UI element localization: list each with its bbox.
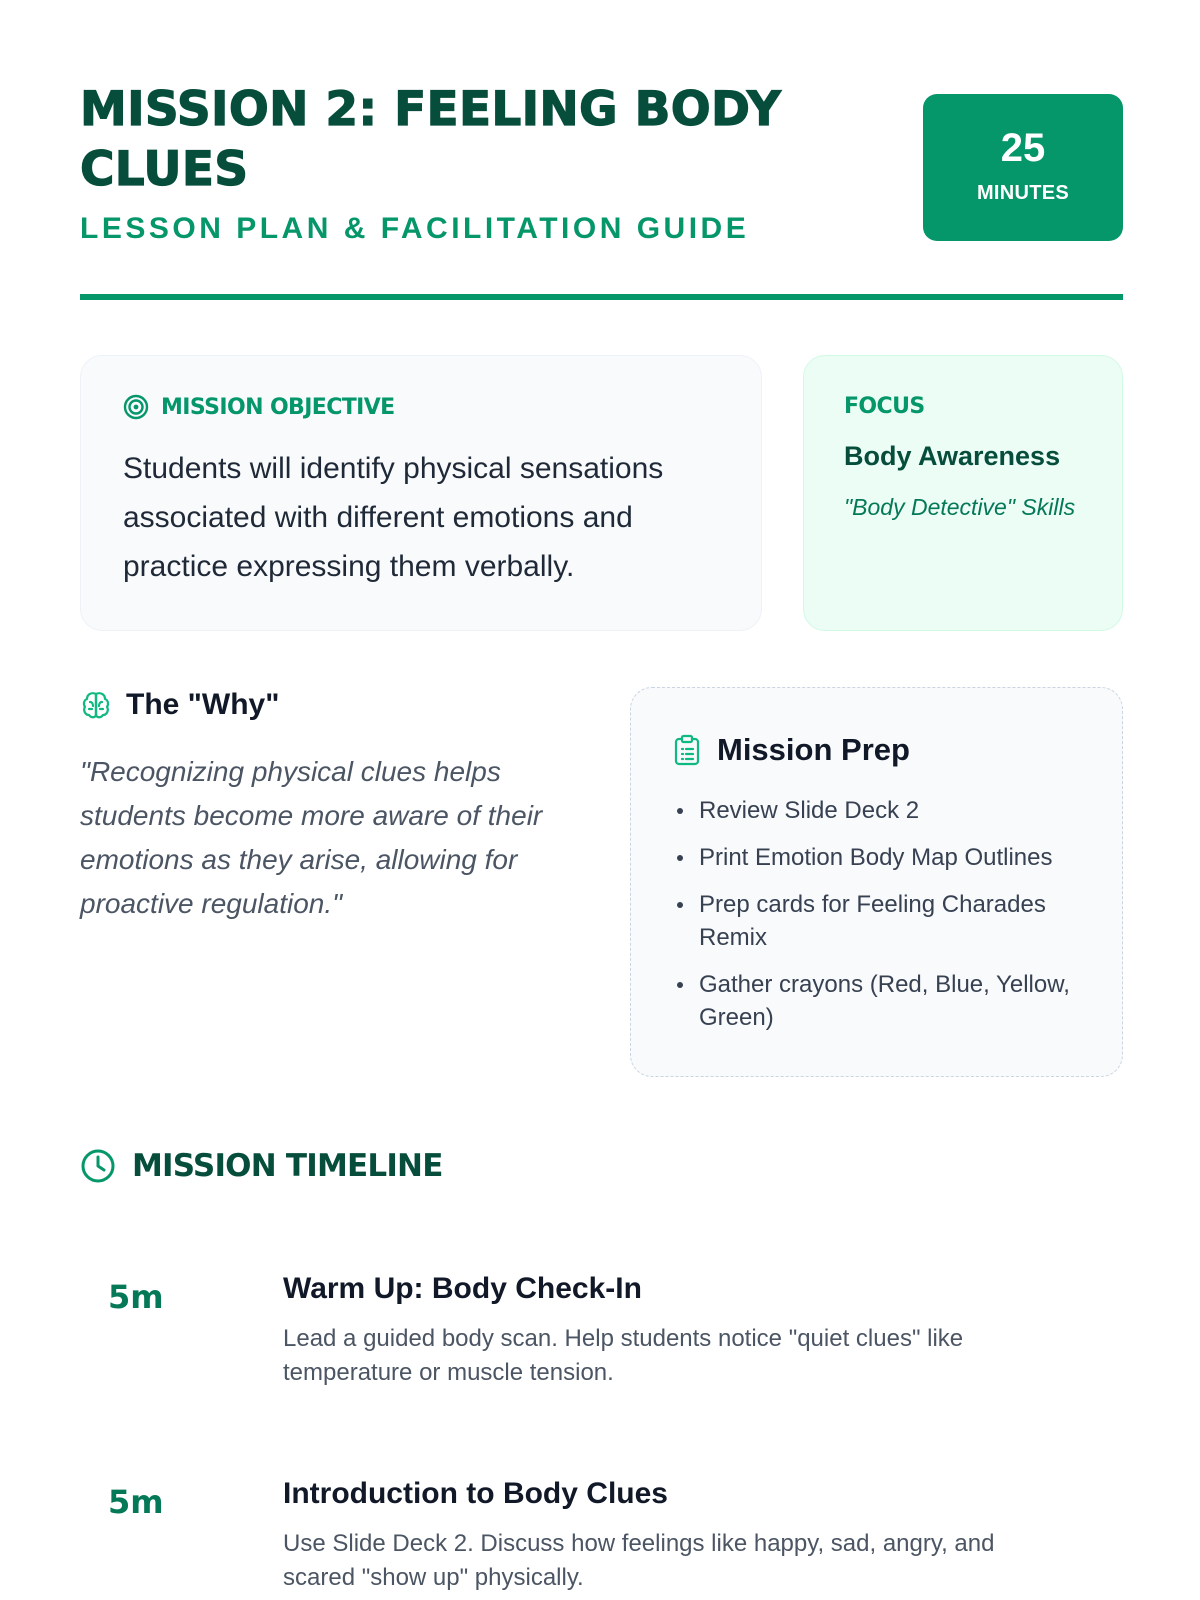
target-icon bbox=[123, 394, 149, 420]
prep-item: Review Slide Deck 2 bbox=[673, 794, 1080, 827]
timeline-item-description: Use Slide Deck 2. Discuss how feelings like happy, sad, angry, and scared "show up" physically. bbox=[283, 1530, 995, 1591]
prep-heading-row bbox=[673, 732, 1080, 768]
brain-icon bbox=[80, 689, 112, 721]
prep-heading: Mission Prep bbox=[717, 732, 910, 767]
objective-label-row bbox=[123, 394, 719, 420]
timeline-item-title: Warm Up: Body Check-In bbox=[283, 1272, 642, 1305]
why-heading-row bbox=[80, 688, 580, 722]
page-header bbox=[80, 80, 1123, 300]
mission-prep-card bbox=[630, 687, 1123, 1077]
why-heading: The "Why" bbox=[126, 688, 280, 721]
timeline-item-description: Lead a guided body scan. Help students notice "quiet clues" like temperature or muscle tension. bbox=[283, 1325, 964, 1386]
focus-card bbox=[803, 355, 1123, 631]
timeline-heading-row bbox=[80, 1148, 443, 1184]
focus-label: FOCUS bbox=[844, 394, 925, 419]
focus-title: Body Awareness bbox=[844, 441, 1061, 471]
focus-subtitle: "Body Detective" Skills bbox=[844, 494, 1076, 520]
clock-icon bbox=[80, 1148, 116, 1184]
why-quote: "Recognizing physical clues helps students become more aware of their emotions as they arise, allowing for proactive regulation." bbox=[80, 756, 543, 919]
objective-card bbox=[80, 355, 762, 631]
page-subtitle: LESSON PLAN & FACILITATION GUIDE bbox=[80, 212, 750, 245]
timeline-item-title: Introduction to Body Clues bbox=[283, 1477, 668, 1510]
lesson-plan-page bbox=[80, 80, 1123, 300]
duration-badge bbox=[923, 94, 1123, 241]
prep-list bbox=[673, 794, 1080, 1034]
header-divider bbox=[80, 294, 1123, 300]
timeline-item-time: 5m bbox=[108, 1278, 164, 1316]
page-title: MISSION 2: FEELING BODY CLUES bbox=[80, 82, 782, 197]
objective-text: Students will identify physical sensations associated with different emotions and practice expressing them verbally. bbox=[123, 452, 664, 583]
timeline-item-time: 5m bbox=[108, 1483, 164, 1521]
prep-item: Prep cards for Feeling Charades Remix bbox=[673, 888, 1080, 954]
duration-unit: MINUTES bbox=[976, 182, 1070, 204]
prep-item: Gather crayons (Red, Blue, Yellow, Green) bbox=[673, 968, 1080, 1034]
clipboard-icon bbox=[673, 734, 701, 766]
prep-item: Print Emotion Body Map Outlines bbox=[673, 841, 1080, 874]
why-section bbox=[80, 688, 580, 926]
objective-label: MISSION OBJECTIVE bbox=[161, 394, 395, 420]
timeline-heading: MISSION TIMELINE bbox=[132, 1148, 443, 1184]
duration-value: 25 bbox=[1000, 126, 1046, 170]
